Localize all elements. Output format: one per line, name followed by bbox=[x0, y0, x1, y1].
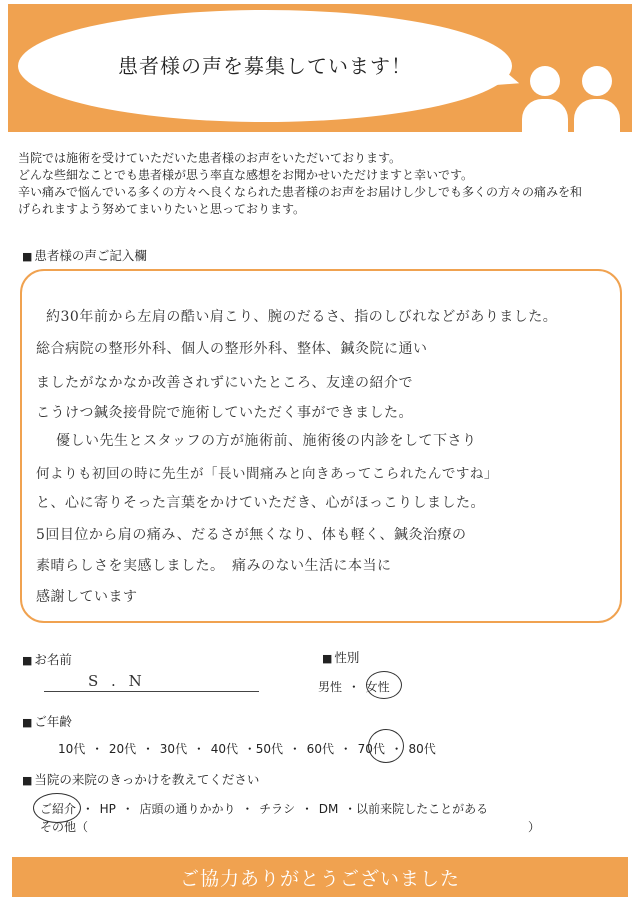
visit-reason-options: ご紹介 ・ HP ・ 店頭の通りかかり ・ チラシ ・ DM ・以前来院したことがある bbox=[40, 802, 489, 816]
visit-reason-other: その他（ bbox=[40, 820, 89, 834]
comment-line: 約30年前から左肩の酷い肩こり、腕のだるさ、指のしびれなどがありました。 bbox=[46, 309, 558, 325]
intro-line: 当院では施術を受けていただいた患者様のお声をいただいております。 bbox=[18, 151, 402, 165]
gender-label: ■ 性別 bbox=[322, 648, 359, 666]
thanks-footer: ご協力ありがとうございました bbox=[12, 857, 628, 897]
comment-line: 素晴らしさを実感しました。 痛みのない生活に本当に bbox=[36, 558, 392, 574]
intro-text bbox=[18, 150, 630, 218]
name-label: ■ お名前 bbox=[22, 650, 72, 668]
comment-line: 何よりも初回の時に先生が「長い間痛みと向きあってこられたんですね」 bbox=[36, 466, 498, 482]
comment-line: と、心に寄りそった言葉をかけていただき、心がほっこりしました。 bbox=[36, 495, 485, 511]
comment-line: 感謝しています bbox=[36, 589, 138, 605]
comment-line: ましたがなかなか改善されずにいたところ、友達の紹介で bbox=[36, 375, 413, 391]
intro-line: どんな些細なことでも患者様が思う率直な感想をお聞かせいただけますと幸いです。 bbox=[18, 168, 474, 182]
intro-line: げられますよう努めてまいりたいと思っております。 bbox=[18, 202, 306, 216]
name-underline bbox=[44, 691, 259, 692]
visit-reason-other-close: ） bbox=[528, 820, 541, 834]
comment-line: 総合病院の整形外科、個人の整形外科、整体、鍼灸院に通い bbox=[36, 341, 428, 357]
name-value: S . N bbox=[88, 672, 146, 690]
selected-gender-circle bbox=[366, 671, 402, 699]
gender-options: 男性 ・ 女性 bbox=[318, 680, 390, 694]
visit-reason-label: ■ 当院の来院のきっかけを教えてください bbox=[22, 770, 259, 788]
selected-age-circle bbox=[368, 729, 404, 763]
comment-section-label: ■ 患者様の声ご記入欄 bbox=[22, 246, 147, 264]
comment-line: こうけつ鍼灸接骨院で施術していただく事ができました。 bbox=[36, 405, 413, 421]
comment-line: 優しい先生とスタッフの方が施術前、施術後の内診をして下さり bbox=[56, 433, 477, 449]
page-title: 患者様の声を募集しています！ bbox=[118, 54, 412, 78]
intro-line: 辛い痛みで悩んでいる多くの方々へ良くなられた患者様のお声をお届けし少しでも多くの方々の痛みを和 bbox=[18, 185, 583, 199]
age-label: ■ ご年齢 bbox=[22, 712, 72, 730]
age-options: 10代 ・ 20代 ・ 30代 ・ 40代 ・50代 ・ 60代 ・ 70代 ・ 80代 bbox=[58, 742, 436, 756]
comment-line: 5回目位から肩の痛み、だるさが無くなり、体も軽く、鍼灸治療の bbox=[36, 527, 467, 543]
